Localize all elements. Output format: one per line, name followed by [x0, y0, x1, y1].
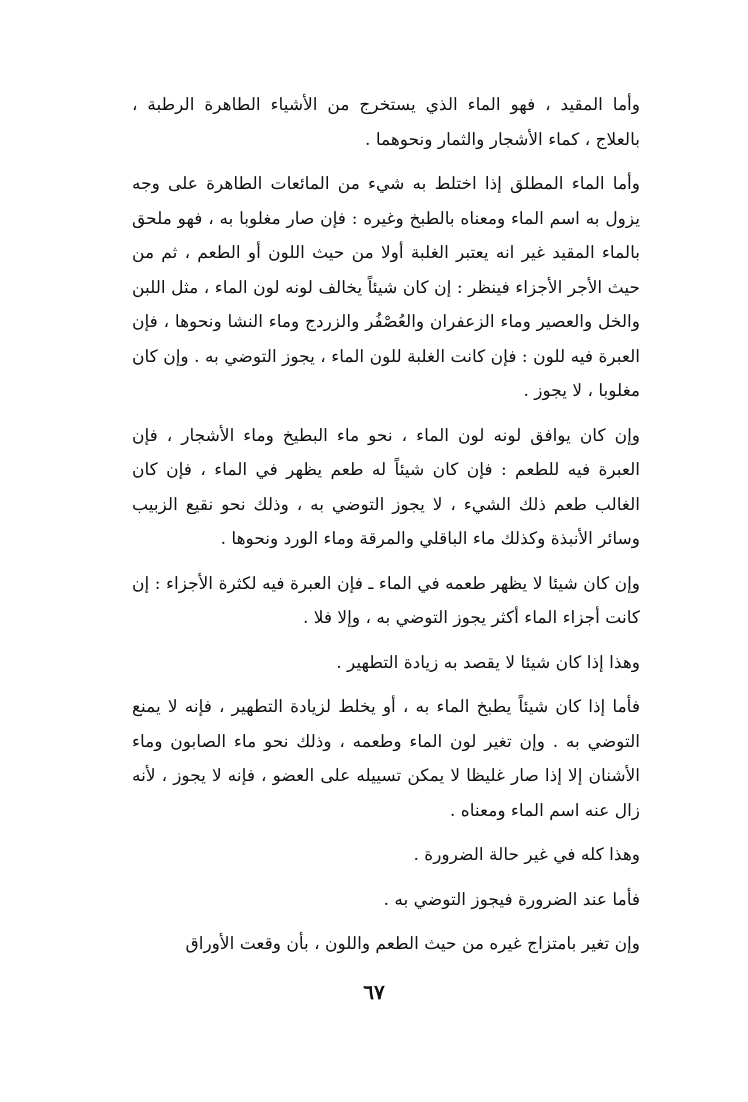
- paragraph-no-purification-intent: وهذا إذا كان شيئا لا يقصد به زيادة التطهير .: [336, 652, 640, 673]
- body-text: [132, 88, 640, 972]
- paragraph-changed-by-mixing: وإن تغير بامتزاج غيره من حيث الطعم واللون ، بأن وقعت الأوراق: [185, 934, 640, 954]
- paragraph-muqayyad: وأما المقيد ، فهو الماء الذي يستخرج من الأشياء الطاهرة الرطبة ، بالعلاج ، كماء الأشجار والثمار ونحوهما .: [132, 95, 640, 150]
- paragraph-non-necessity: وهذا كله في غير حالة الضرورة .: [413, 845, 640, 865]
- paragraph-mutlaq-mixed: وأما الماء المطلق إذا اختلط به شيء من المائعات الطاهرة على وجه يزول به اسم الماء ومعناه بالطبخ وغيره : فإن صار مغلوبا به ، فهو ملحق بالماء المقيد غير انه يعتبر الغلبة أولا من حيث اللون أو الطعم ، ثم من حيث الأجر الأجزاء فينظر : إن كان شيئاً يخالف لونه لون الماء ، مثل اللبن والخل والعصير وماء الزعفران والعُصْفُر والزردج وماء النشا ونحوها ، فإن العبرة فيه للون : فإن كانت الغلبة للون الماء ، يجوز التوضي به . وإن كان مغلوبا ، لا يجوز .: [132, 174, 640, 401]
- paragraph-cooked-with: فأما إذا كان شيئاً يطبخ الماء به ، أو يخلط لزيادة التطهير ، فإنه لا يمنع التوضي به . وإن تغير لون الماء وطعمه ، وذلك نحو ماء الصابون وماء الأشنان إلا إذا صار غليظا لا يمكن تسييله على العضو ، فإنه لا يجوز ، لأنه زال عنه اسم الماء ومعناه .: [132, 697, 640, 821]
- paragraph-no-taste: وإن كان شيئا لا يظهر طعمه في الماء ـ فإن العبرة فيه لكثرة الأجزاء : إن كانت أجزاء الماء أكثر يجوز التوضي به ، وإلا فلا .: [132, 573, 640, 628]
- page-number: ٦٧: [363, 980, 385, 1004]
- paragraph-necessity: فأما عند الضرورة فيجوز التوضي به .: [383, 889, 640, 910]
- paragraph-same-color: وإن كان يوافق لونه لون الماء ، نحو ماء البطيخ وماء الأشجار ، فإن العبرة فيه للطعم : فإن كان شيئاً له طعم يظهر في الماء ، فإن كان الغالب طعم ذلك الشيء ، لا يجوز التوضي به ، وذلك نحو نقيع الزبيب وسائر الأنبذة وكذلك ماء الباقلي والمرقة وماء الورد ونحوها .: [132, 425, 640, 549]
